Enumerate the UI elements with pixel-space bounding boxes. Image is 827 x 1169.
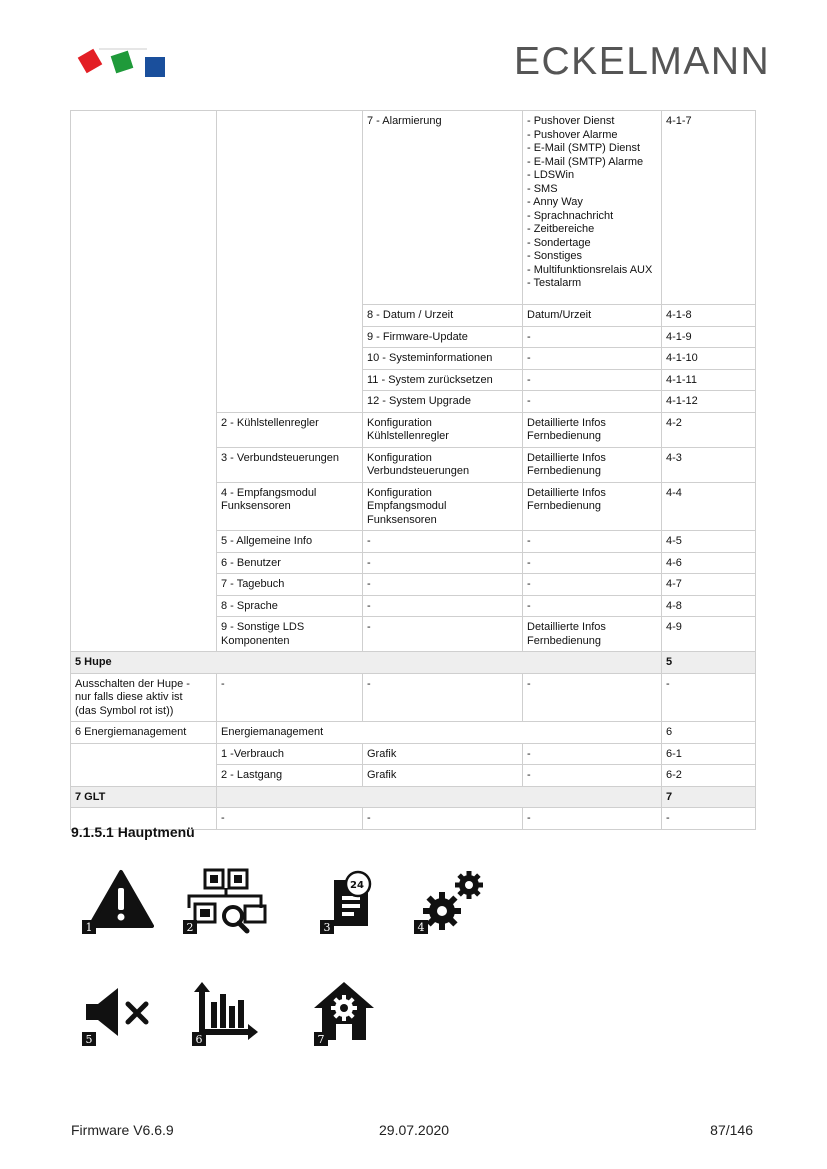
- table-cell: -: [523, 531, 662, 553]
- icon-number: 7: [317, 1033, 325, 1046]
- table-cell: 9 - Sonstige LDS Komponenten: [217, 617, 363, 652]
- table-cell: 4 - Empfangsmodul Funksensoren: [217, 482, 363, 531]
- table-row: [71, 743, 756, 765]
- table-cell: [71, 111, 217, 652]
- table-row: [71, 786, 756, 808]
- table-cell: -: [363, 531, 523, 553]
- icon-number: 2: [186, 921, 194, 934]
- table-cell: -: [363, 673, 523, 722]
- table-cell: 6-1: [662, 743, 756, 765]
- table-cell: 4-6: [662, 552, 756, 574]
- horn-mute-icon[interactable]: [80, 980, 152, 1046]
- table-cell: -: [662, 808, 756, 830]
- table-cell: 4-1-7: [662, 111, 756, 305]
- table-cell: 10 - Systeminformationen: [363, 348, 523, 370]
- table-cell: Grafik: [363, 743, 523, 765]
- table-cell: Konfiguration Verbundsteuerungen: [363, 447, 523, 482]
- table-row: [71, 722, 756, 744]
- table-cell: -: [523, 391, 662, 413]
- table-cell: -: [523, 369, 662, 391]
- table-cell: Detaillierte Infos Fernbedienung: [523, 412, 662, 447]
- section-heading: 9.1.5.1 Hauptmenü: [71, 824, 195, 840]
- brand-name: ECKELMANN: [514, 40, 771, 83]
- table-cell: -: [363, 595, 523, 617]
- table-cell: [217, 786, 662, 808]
- table-cell: 3 - Verbundsteuerungen: [217, 447, 363, 482]
- table-cell: Energiemanagement: [217, 722, 662, 744]
- journal-24h-icon[interactable]: [318, 868, 374, 934]
- table-cell: -: [523, 743, 662, 765]
- table-cell: Detaillierte Infos Fernbedienung: [523, 447, 662, 482]
- table-cell: -: [523, 574, 662, 596]
- table-cell: 4-2: [662, 412, 756, 447]
- table-cell: -: [523, 673, 662, 722]
- energy-chart-icon[interactable]: [190, 980, 260, 1046]
- table-cell: 4-1-11: [662, 369, 756, 391]
- footer-firmware: Firmware V6.6.9: [71, 1122, 174, 1138]
- table-cell: [217, 111, 363, 413]
- table-cell: -: [363, 574, 523, 596]
- logo-green-square: [111, 51, 134, 74]
- table-cell: -: [523, 595, 662, 617]
- table-cell: -: [523, 808, 662, 830]
- table-cell: -: [363, 552, 523, 574]
- table-cell: Detaillierte Infos Fernbedienung: [523, 482, 662, 531]
- table-cell: 4-9: [662, 617, 756, 652]
- table-cell: 4-1-10: [662, 348, 756, 370]
- table-cell: 4-7: [662, 574, 756, 596]
- table-cell: 4-1-12: [662, 391, 756, 413]
- logo-red-square: [78, 49, 103, 74]
- icon-number: 1: [85, 921, 93, 934]
- table-cell: -: [523, 326, 662, 348]
- table-cell: Konfiguration Empfangsmodul Funksensoren: [363, 482, 523, 531]
- table-cell: 5 - Allgemeine Info: [217, 531, 363, 553]
- table-cell: -: [363, 808, 523, 830]
- table-cell: Datum/Urzeit: [523, 305, 662, 327]
- table-cell: -: [217, 808, 363, 830]
- table-cell: -: [523, 552, 662, 574]
- table-cell: 5 Hupe: [71, 652, 662, 674]
- table-cell: 4-1-9: [662, 326, 756, 348]
- icon-number: 5: [85, 1033, 93, 1046]
- table-cell: 5: [662, 652, 756, 674]
- table-row: [71, 111, 756, 305]
- table-cell: 8 - Sprache: [217, 595, 363, 617]
- table-cell: [71, 743, 217, 786]
- table-cell: 6: [662, 722, 756, 744]
- table-cell: 4-8: [662, 595, 756, 617]
- table-cell: 2 - Kühlstellenregler: [217, 412, 363, 447]
- icon-number: 4: [417, 921, 425, 934]
- table-cell: Ausschalten der Hupe - nur falls diese aktiv ist (das Symbol rot ist)): [71, 673, 217, 722]
- building-control-icon[interactable]: [312, 980, 376, 1046]
- table-cell: 2 - Lastgang: [217, 765, 363, 787]
- table-cell: -: [523, 765, 662, 787]
- table-cell: 6-2: [662, 765, 756, 787]
- icon-number: 3: [323, 921, 331, 934]
- table-cell: 8 - Datum / Urzeit: [363, 305, 523, 327]
- table-cell: 11 - System zurücksetzen: [363, 369, 523, 391]
- table-row: [71, 673, 756, 722]
- settings-gears-icon[interactable]: [412, 868, 488, 934]
- table-cell: -: [662, 673, 756, 722]
- table-cell: -: [523, 348, 662, 370]
- table-cell: 4-3: [662, 447, 756, 482]
- table-cell: 4-4: [662, 482, 756, 531]
- table-cell: -: [217, 673, 363, 722]
- table-cell: 1 -Verbrauch: [217, 743, 363, 765]
- table-cell: 7: [662, 786, 756, 808]
- icon-number: 6: [195, 1033, 203, 1046]
- table-cell: Detaillierte Infos Fernbedienung: [523, 617, 662, 652]
- svg-text:24: 24: [350, 880, 364, 891]
- table-cell: 6 - Benutzer: [217, 552, 363, 574]
- table-cell: 7 - Alarmierung: [363, 111, 523, 305]
- table-cell: 4-1-8: [662, 305, 756, 327]
- alarm-warning-icon[interactable]: [80, 868, 154, 934]
- footer-page-number: 87/146: [710, 1122, 753, 1138]
- table-cell: 6 Energiemanagement: [71, 722, 217, 744]
- table-cell: 4-5: [662, 531, 756, 553]
- table-cell: 9 - Firmware-Update: [363, 326, 523, 348]
- table-cell: Konfiguration Kühlstellenregler: [363, 412, 523, 447]
- footer-date: 29.07.2020: [379, 1122, 450, 1138]
- table-cell: -: [363, 617, 523, 652]
- table-cell: Grafik: [363, 765, 523, 787]
- logo-blue-square: [145, 57, 165, 77]
- table-row: [71, 652, 756, 674]
- company-logo: [77, 47, 169, 79]
- table-cell: - Pushover Dienst - Pushover Alarme - E-Mail (SMTP) Dienst - E-Mail (SMTP) Alarme - LDSWin - SMS - Anny Way - Sprachnachricht - Zeitbereiche - Sondertage - Sonstiges - Multifunktionsrelais AUX - Testalarm: [523, 111, 662, 305]
- network-search-icon[interactable]: [181, 868, 271, 934]
- menu-structure-table: [70, 110, 756, 830]
- table-cell: 7 GLT: [71, 786, 217, 808]
- table-cell: 7 - Tagebuch: [217, 574, 363, 596]
- table-cell: 12 - System Upgrade: [363, 391, 523, 413]
